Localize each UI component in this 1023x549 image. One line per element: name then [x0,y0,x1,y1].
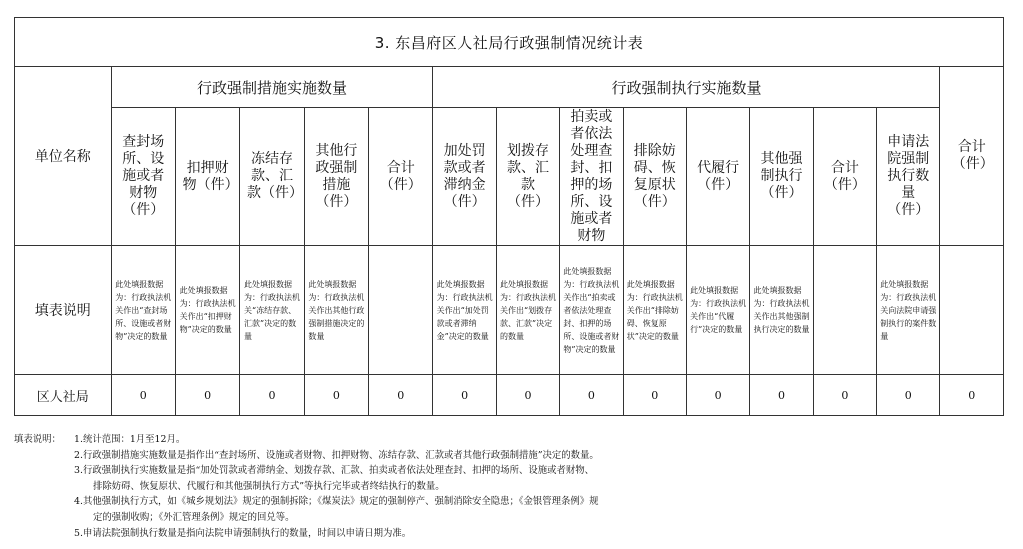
instruction-cell [940,246,1004,375]
column-header: 代履行（件） [686,108,749,246]
unit-name-header: 单位名称 [15,67,112,246]
footnotes [14,432,1004,541]
column-header: 扣押财物（件） [175,108,239,246]
footnote-text: 2.行政强制措施实施数量是指作出“查封场所、设施或者财物、扣押财物、冻结存款、汇款或者其他行政强制措施”决定的数量。 [74,449,599,461]
instruction-cell [369,246,433,375]
footnote-line [14,432,1004,448]
instruction-cell: 此处填报数据为：行政执法机关作出“查封场所、设施或者财物”决定的数量 [111,246,175,375]
value-cell: 0 [623,375,686,416]
column-header: 合计（件） [813,108,876,246]
value-cell: 0 [750,375,813,416]
instruction-cell: 此处填报数据为：行政执法机关作出其他行政强制措施决定的数量 [304,246,368,375]
grand-total-header: 合计（件） [940,67,1004,246]
instructions-row-label: 填表说明 [15,246,112,375]
footnote-line [14,510,1004,526]
footnote-line [14,526,1004,542]
instruction-cell: 此处填报数据为：行政执法机关向法院申请强制执行的案件数量 [877,246,940,375]
instruction-cell: 此处填报数据为：行政执法机关作出其他强制执行决定的数量 [750,246,813,375]
execution-group-header: 行政强制执行实施数量 [433,67,940,108]
footnote-text: 排除妨碍、恢复原状、代履行和其他强制执行方式”等执行完毕或者终结执行的数量。 [93,480,445,492]
instruction-cell: 此处填报数据为：行政执法机关作出“划拨存款、汇款”决定的数量 [496,246,559,375]
instruction-cell: 此处填报数据为：行政执法机关作出“代履行”决定的数量 [686,246,749,375]
column-header: 加处罚款或者滞纳金（件） [433,108,496,246]
instruction-cell: 此处填报数据为：行政执法机关“冻结存款、汇款”决定的数量 [240,246,304,375]
value-cell: 0 [940,375,1004,416]
footnote-text: 4.其他强制执行方式，如《城乡规划法》规定的强制拆除；《煤炭法》规定的强制停产、强制消除安全隐患；《金银管理条例》规 [74,496,599,508]
footnote-lead: 填表说明： [14,434,61,445]
column-header: 申请法院强制执行数量（件） [877,108,940,246]
column-header: 冻结存款、汇款（件） [240,108,304,246]
instruction-cell: 此处填报数据为：行政执法机关作出“拍卖或者依法处理查封、扣押的场所、设施或者财物”决定的数量 [560,246,623,375]
value-cell: 0 [111,375,175,416]
value-cell: 0 [369,375,433,416]
footnote-text: 3.行政强制执行实施数量是指“加处罚款或者滞纳金、划拨存款、汇款、拍卖或者依法处理查封、扣押的场所、设施或者财物、 [74,465,594,477]
footnote-line [14,479,1004,495]
column-header: 拍卖或者依法处理查封、扣押的场所、设施或者财物 [560,108,623,246]
footnote-line [14,448,1004,464]
unit-name-cell: 区人社局 [15,375,112,416]
instruction-cell: 此处填报数据为：行政执法机关作出“排除妨碍、恢复原状”决定的数量 [623,246,686,375]
measures-group-header: 行政强制措施实施数量 [111,67,433,108]
value-cell: 0 [175,375,239,416]
footnote-line [14,494,1004,510]
footnote-line [14,463,1004,479]
instruction-cell [813,246,876,375]
statistics-table [14,17,1004,416]
instruction-cell: 此处填报数据为：行政执法机关作出“扣押财物”决定的数量 [175,246,239,375]
value-cell: 0 [813,375,876,416]
column-header: 排除妨碍、恢复原状（件） [623,108,686,246]
footnote-text: 5.申请法院强制执行数量是指向法院申请强制执行的数量，时间以申请日期为准。 [74,527,412,539]
value-cell: 0 [433,375,496,416]
value-cell: 0 [496,375,559,416]
column-header: 其他行政强制措施（件） [304,108,368,246]
column-header: 查封场所、设施或者财物（件） [111,108,175,246]
footnote-text: 1.统计范围：1月至12月。 [74,434,186,445]
value-cell: 0 [686,375,749,416]
footnote-text: 定的强制收购；《外汇管理条例》规定的回兑等。 [93,511,295,523]
value-cell: 0 [560,375,623,416]
instruction-cell: 此处填报数据为：行政执法机关作出“加处罚款或者滞纳金”决定的数量 [433,246,496,375]
value-cell: 0 [877,375,940,416]
table-title: 3. 东昌府区人社局行政强制情况统计表 [15,18,1004,67]
value-cell: 0 [304,375,368,416]
column-header: 其他强制执行（件） [750,108,813,246]
value-cell: 0 [240,375,304,416]
column-header: 划拨存款、汇款（件） [496,108,559,246]
column-header: 合计（件） [369,108,433,246]
